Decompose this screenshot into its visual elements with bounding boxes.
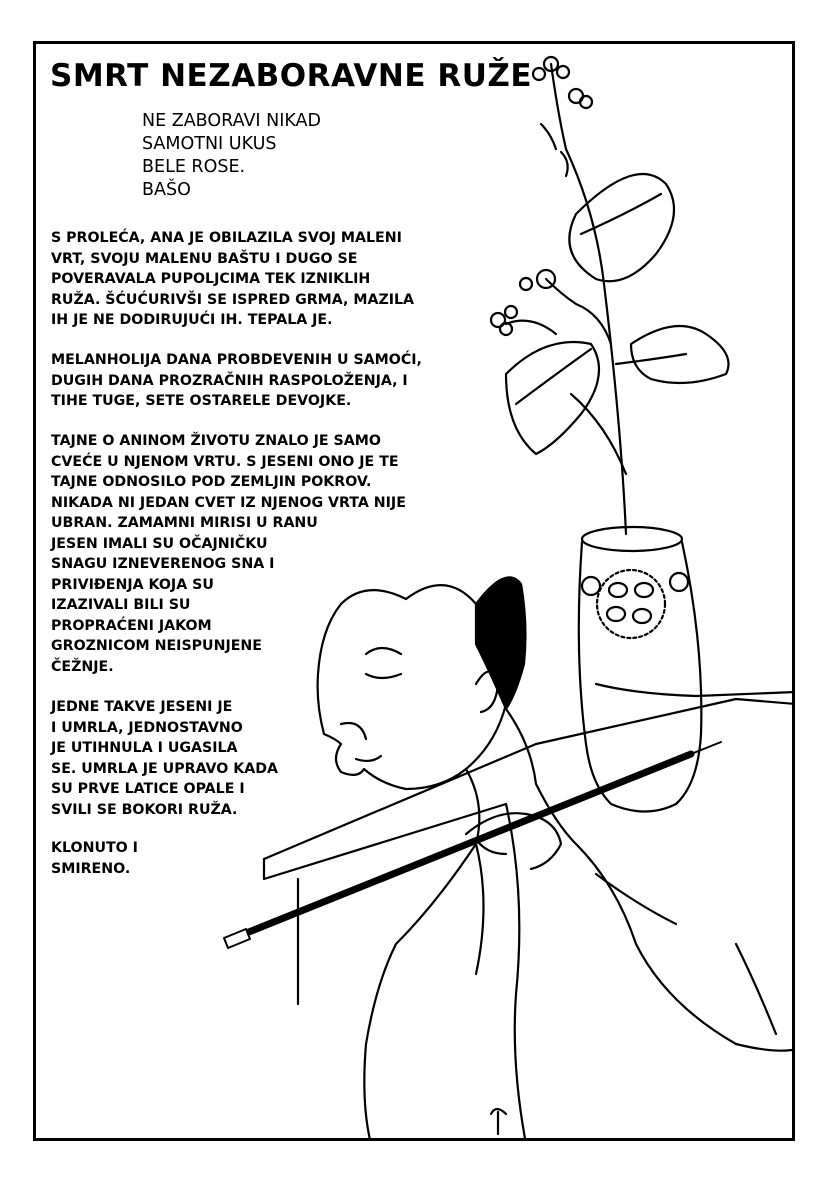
paragraph-death [51,697,278,820]
text-line: DUGIH DANA PROZRAČNIH RASPOLOŽENJA, I [51,372,408,389]
text-line: RUŽA. ŠĆUĆURIVŠI SE ISPRED GRMA, MAZILA [51,291,415,308]
text-line: IZAZIVALI BILI SU [51,597,191,613]
text-line: NIKADA NI JEDAN CVET IZ NJENOG VRTA NIJE [51,494,406,511]
haiku-line: BELE ROSE. [142,157,246,177]
paragraph-secrets [51,431,406,677]
text-line: S PROLEĆA, ANA JE OBILAZILA SVOJ MALENI [51,230,402,246]
page-title: SMRT NEZABORAVNE RUŽE [50,58,533,94]
text-line: JEDNE TAKVE JESENI JE [51,699,233,715]
text-line: SE. UMRLA JE UPRAVO KADA [51,760,278,777]
text-line: UBRAN. ZAMAMNI MIRISI U RANU [51,515,318,531]
text-line: I UMRLA, JEDNOSTAVNO [51,719,243,736]
paragraph-melancholy [51,350,422,412]
text-line: VRT, SVOJU MALENU BAŠTU I DUGO SE [51,250,358,267]
vase-drawing [579,527,702,812]
haiku-line: NE ZABORAVI NIKAD [142,111,322,131]
text-line: ČEŽNJE. [51,658,114,675]
table-drawing [264,684,795,1004]
paragraph-closing [51,838,138,879]
text-line: SMIRENO. [51,860,131,877]
text-line: TAJNE ODNOSILO POD ZEMLJIN POKROV. [51,474,372,490]
plant-drawing [491,57,729,534]
text-line: JESEN IMALI SU OČAJNIČKU [51,535,268,552]
text-line: MELANHOLIJA DANA PROBDEVENIH U SAMOĆI, [51,352,422,368]
haiku-line: BAŠO [142,180,191,200]
text-line: CVEĆE U NJENOM VRTU. S JESENI ONO JE TE [51,453,399,470]
text-line: TIHE TUGE, SETE OSTARELE DEVOJKE. [51,393,352,409]
text-line: JE UTIHNULA I UGASILA [51,740,238,756]
paragraph-spring [51,228,414,331]
haiku-block [142,110,321,202]
text-line: SNAGU IZNEVERENOG SNA I [51,556,275,572]
text-line: POVERAVALA PUPOLJCIMA TEK IZNIKLIH [51,271,371,287]
comic-panel [33,41,795,1141]
text-line: PROPRAĆENI JAKOM [51,617,212,634]
haiku-line: SAMOTNI UKUS [142,134,277,154]
text-line: KLONUTO I [51,840,138,856]
text-line: PRIVIĐENJA KOJA SU [51,576,214,593]
text-line: GROZNICOM NEISPUNJENE [51,638,262,654]
text-line: SU PRVE LATICE OPALE I [51,781,245,797]
text-line: SVILI SE BOKORI RUŽA. [51,801,238,818]
text-line: TAJNE O ANINOM ŽIVOTU ZNALO JE SAMO [51,433,381,449]
text-line: IH JE NE DODIRUJUĆI IH. TEPALA JE. [51,312,333,328]
